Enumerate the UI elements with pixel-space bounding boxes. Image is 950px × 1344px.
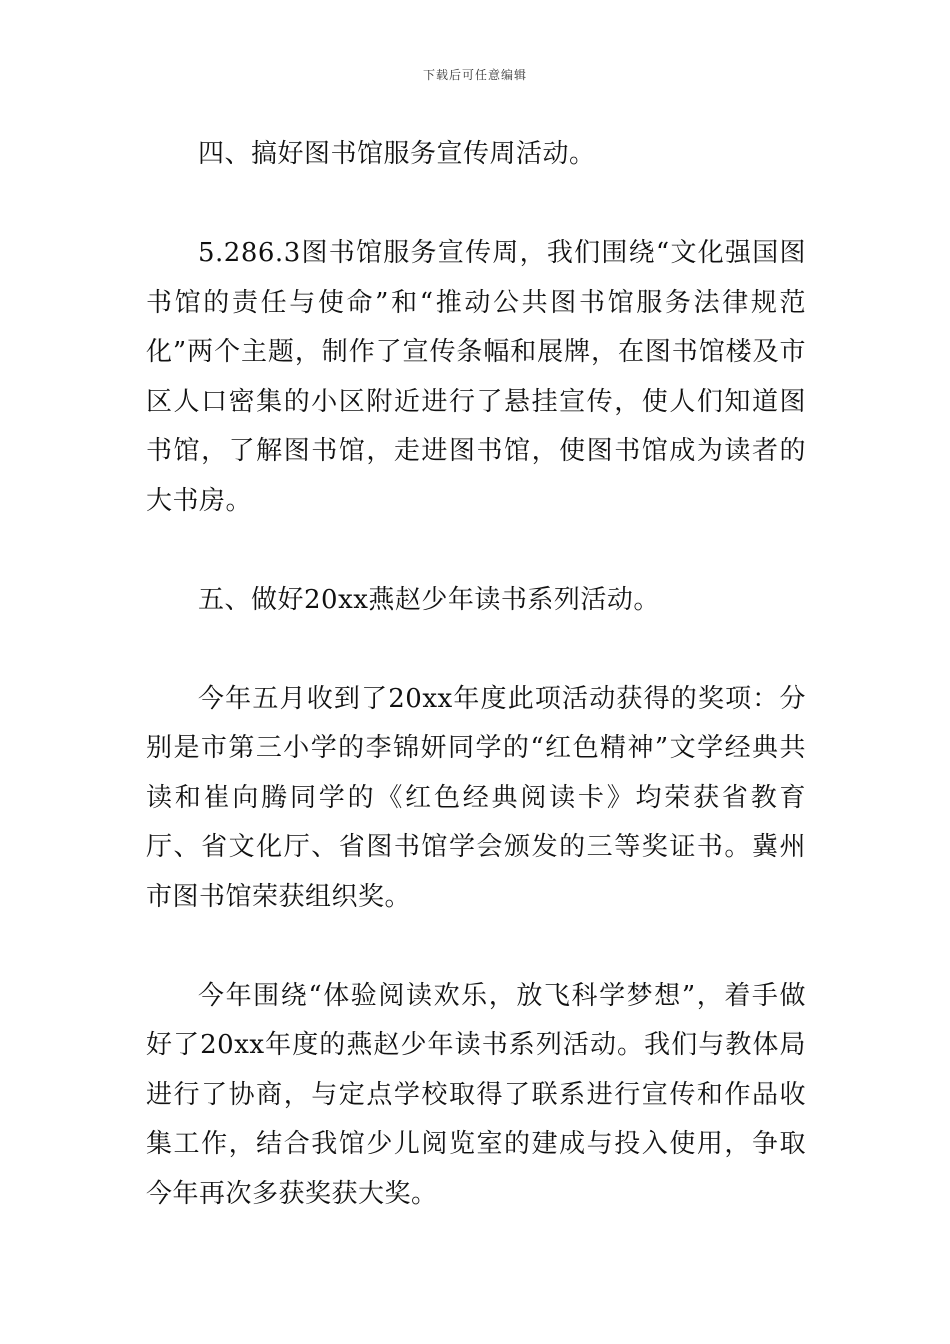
paragraph-gap: [146, 180, 806, 230]
document-body: [146, 130, 806, 1219]
paragraph-awards: 今年五月收到了20xx年度此项活动获得的奖项：分别是市第三小学的李锦妍同学的“红色精神”文学经典共读和崔向腾同学的《红色经典阅读卡》均荣获省教育厅、省文化厅、省图书馆学会颁发的三等奖证书。冀州市图书馆荣获组织奖。: [146, 683, 806, 912]
section-heading-4: 四、搞好图书馆服务宣传周活动。: [198, 139, 596, 169]
paragraph-gap: [146, 922, 806, 972]
paragraph-reading-activity: 今年围绕“体验阅读欢乐，放飞科学梦想”，着手做好了20xx年度的燕赵少年读书系列活动。我们与教体局进行了协商，与定点学校取得了联系进行宣传和作品收集工作，结合我馆少儿阅览室的建成与投入使用，争取今年再次多获奖获大奖。: [146, 980, 806, 1209]
page-header: 下载后可任意编辑: [422, 68, 527, 82]
section-heading-5: 五、做好20xx燕赵少年读书系列活动。: [198, 584, 660, 615]
paragraph-gap: [146, 625, 806, 675]
paragraph-gap: [146, 526, 806, 576]
paragraph-library-week: 5.286.3图书馆服务宣传周，我们围绕“文化强国图书馆的责任与使命”和“推动公共图书馆服务法律规范化”两个主题，制作了宣传条幅和展牌，在图书馆楼及市区人口密集的小区附近进行了悬挂宣传，使人们知道图书馆，了解图书馆，走进图书馆，使图书馆成为读者的大书房。: [146, 238, 806, 516]
